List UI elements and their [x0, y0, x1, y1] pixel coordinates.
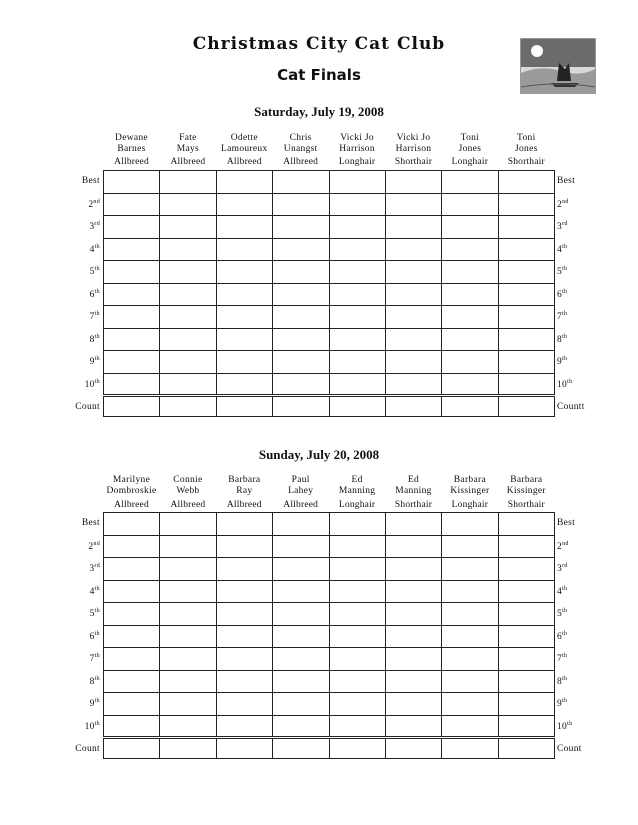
- club-title: Christmas City Cat Club: [192, 34, 446, 54]
- score-cell[interactable]: [216, 238, 272, 261]
- score-cell[interactable]: [104, 328, 160, 351]
- score-cell[interactable]: [160, 306, 216, 329]
- score-cell[interactable]: [216, 625, 272, 648]
- score-cell[interactable]: [385, 693, 441, 716]
- score-cell[interactable]: [498, 216, 554, 239]
- score-cell[interactable]: [104, 283, 160, 306]
- score-cell[interactable]: [329, 558, 385, 581]
- placement-label: 4th: [557, 243, 568, 255]
- score-cell[interactable]: [442, 670, 498, 693]
- score-cell[interactable]: [329, 625, 385, 648]
- judge-name: Ed Manning: [395, 475, 432, 496]
- placement-label: 5th: [89, 608, 100, 620]
- score-cell[interactable]: [104, 351, 160, 374]
- score-cell[interactable]: [385, 715, 441, 738]
- score-cell[interactable]: [329, 283, 385, 306]
- score-cell[interactable]: [160, 328, 216, 351]
- score-cell[interactable]: [442, 558, 498, 581]
- score-cell[interactable]: [104, 693, 160, 716]
- judge-name: Chris Unangst: [283, 133, 318, 154]
- score-cell[interactable]: [385, 670, 441, 693]
- score-cell[interactable]: [273, 216, 329, 239]
- placement-label: 9th: [557, 698, 568, 710]
- score-cell[interactable]: [385, 216, 441, 239]
- placement-label: 10th: [84, 720, 100, 732]
- score-cell[interactable]: [104, 558, 160, 581]
- judge-name: Toni Jones: [514, 133, 538, 154]
- score-cell[interactable]: [160, 216, 216, 239]
- judge-ring-type: Allbreed: [114, 157, 149, 167]
- count-cell[interactable]: [329, 396, 385, 417]
- judge-ring-type: Allbreed: [226, 500, 262, 510]
- score-cell[interactable]: [442, 238, 498, 261]
- score-cell[interactable]: [104, 171, 160, 194]
- judge-name: Ed Manning: [338, 475, 376, 496]
- score-cell[interactable]: [498, 283, 554, 306]
- score-cell[interactable]: [498, 648, 554, 671]
- placement-label: 10th: [557, 378, 573, 390]
- count-cell[interactable]: [216, 396, 272, 417]
- score-cell[interactable]: [442, 283, 498, 306]
- score-cell[interactable]: [442, 625, 498, 648]
- placement-label: 3rd: [557, 563, 568, 575]
- count-cell[interactable]: [273, 396, 329, 417]
- score-cell[interactable]: [273, 558, 329, 581]
- score-cell[interactable]: [385, 513, 441, 536]
- score-cell[interactable]: [273, 171, 329, 194]
- score-cell[interactable]: [273, 693, 329, 716]
- judge-name: Fate Mays: [176, 133, 200, 154]
- score-cell[interactable]: [104, 216, 160, 239]
- score-cell[interactable]: [442, 603, 498, 626]
- placement-label: Best: [81, 518, 100, 528]
- judge-ring-type: Shorthair: [507, 500, 545, 510]
- score-cell[interactable]: [216, 306, 272, 329]
- judge-ring-type: Longhair: [451, 157, 489, 167]
- score-cell[interactable]: [385, 283, 441, 306]
- score-cell[interactable]: [385, 261, 441, 284]
- score-cell[interactable]: [104, 670, 160, 693]
- placement-row: [104, 603, 555, 626]
- score-cell[interactable]: [104, 238, 160, 261]
- placement-row: [104, 216, 555, 239]
- placement-label: 6th: [557, 288, 568, 300]
- judge-name: Vicki Jo Harrison: [339, 133, 375, 154]
- score-cell[interactable]: [216, 373, 272, 396]
- judge-ring-type: Shorthair: [394, 157, 433, 167]
- score-cell[interactable]: [442, 648, 498, 671]
- score-cell[interactable]: [160, 193, 216, 216]
- score-cell[interactable]: [442, 306, 498, 329]
- placement-row: [104, 171, 555, 194]
- score-cell[interactable]: [160, 603, 216, 626]
- score-cell[interactable]: [216, 670, 272, 693]
- placement-row: [104, 693, 555, 716]
- moonlit-cat-icon: [521, 39, 595, 93]
- placement-row: [104, 193, 555, 216]
- score-cell[interactable]: [104, 648, 160, 671]
- score-cell[interactable]: [385, 558, 441, 581]
- score-cell[interactable]: [216, 715, 272, 738]
- score-cell[interactable]: [273, 373, 329, 396]
- placement-label: 8th: [89, 675, 100, 687]
- score-cell[interactable]: [498, 261, 554, 284]
- placement-label: 7th: [89, 653, 100, 665]
- score-cell[interactable]: [104, 193, 160, 216]
- score-cell[interactable]: [442, 715, 498, 738]
- score-cell[interactable]: [385, 625, 441, 648]
- score-cell[interactable]: [498, 513, 554, 536]
- placement-row: [104, 558, 555, 581]
- placement-row: [104, 306, 555, 329]
- placement-label: 9th: [89, 356, 100, 368]
- score-cell[interactable]: [104, 306, 160, 329]
- score-cell[interactable]: [385, 580, 441, 603]
- score-cell[interactable]: [442, 193, 498, 216]
- count-cell[interactable]: [104, 396, 160, 417]
- score-cell[interactable]: [385, 306, 441, 329]
- judge-ring-type: Shorthair: [507, 157, 545, 167]
- score-cell[interactable]: [273, 328, 329, 351]
- placement-row: [104, 261, 555, 284]
- placement-label: 10th: [557, 720, 573, 732]
- placement-label: 5th: [557, 608, 568, 620]
- placement-label: 9th: [557, 356, 568, 368]
- score-cell[interactable]: [216, 193, 272, 216]
- score-cell[interactable]: [160, 261, 216, 284]
- score-cell[interactable]: [329, 193, 385, 216]
- placement-row: [104, 373, 555, 396]
- score-cell[interactable]: [329, 238, 385, 261]
- judge-name: Paul Lahey: [288, 475, 314, 496]
- placement-label: 8th: [557, 333, 568, 345]
- placement-label: 3rd: [89, 563, 100, 575]
- judge-ring-type: Allbreed: [283, 500, 319, 510]
- placement-label: 5th: [89, 266, 100, 278]
- count-cell[interactable]: [273, 738, 329, 759]
- placement-label: 2nd: [557, 540, 569, 552]
- score-cell[interactable]: [160, 558, 216, 581]
- score-cell[interactable]: [329, 351, 385, 374]
- score-cell[interactable]: [216, 351, 272, 374]
- score-cell[interactable]: [442, 693, 498, 716]
- score-cell[interactable]: [329, 715, 385, 738]
- score-cell[interactable]: [160, 693, 216, 716]
- placement-label: 6th: [557, 630, 568, 642]
- score-cell[interactable]: [498, 535, 554, 558]
- score-cell[interactable]: [104, 715, 160, 738]
- count-cell[interactable]: [385, 738, 441, 759]
- finals-subtitle: Cat Finals: [277, 66, 361, 84]
- placement-row: [104, 648, 555, 671]
- placement-row: [104, 715, 555, 738]
- judge-ring-type: Longhair: [338, 500, 376, 510]
- score-cell[interactable]: [329, 535, 385, 558]
- placement-label: 6th: [89, 288, 100, 300]
- placement-label: 10th: [84, 378, 100, 390]
- placement-label: 5th: [557, 266, 568, 278]
- placement-label: 3rd: [89, 221, 100, 233]
- score-cell[interactable]: [329, 513, 385, 536]
- placement-row: [104, 580, 555, 603]
- placement-row: [104, 513, 555, 536]
- count-row: [104, 396, 555, 417]
- score-cell[interactable]: [385, 238, 441, 261]
- score-cell[interactable]: [329, 306, 385, 329]
- score-cell[interactable]: [442, 351, 498, 374]
- placement-label: Best: [557, 518, 576, 528]
- count-label: Count: [75, 744, 100, 754]
- placement-label: 9th: [89, 698, 100, 710]
- score-cell[interactable]: [160, 238, 216, 261]
- score-cell[interactable]: [216, 216, 272, 239]
- score-cell[interactable]: [104, 373, 160, 396]
- score-cell[interactable]: [498, 670, 554, 693]
- score-cell[interactable]: [216, 603, 272, 626]
- judge-name: Dewane Barnes: [115, 133, 148, 154]
- score-cell[interactable]: [385, 535, 441, 558]
- score-cell[interactable]: [498, 603, 554, 626]
- placement-row: [104, 238, 555, 261]
- score-cell[interactable]: [160, 648, 216, 671]
- score-cell[interactable]: [442, 513, 498, 536]
- score-cell[interactable]: [442, 328, 498, 351]
- placement-label: 2nd: [557, 198, 569, 210]
- score-cell[interactable]: [160, 373, 216, 396]
- score-cell[interactable]: [329, 261, 385, 284]
- count-cell[interactable]: [216, 738, 272, 759]
- score-cell[interactable]: [273, 193, 329, 216]
- judge-ring-type: Shorthair: [394, 500, 433, 510]
- judge-ring-type: Allbreed: [170, 157, 206, 167]
- judge-ring-type: Allbreed: [170, 500, 206, 510]
- score-cell[interactable]: [273, 648, 329, 671]
- count-cell[interactable]: [160, 396, 216, 417]
- score-cell[interactable]: [104, 513, 160, 536]
- score-cell[interactable]: [104, 261, 160, 284]
- score-cell[interactable]: [498, 306, 554, 329]
- placement-label: Best: [557, 176, 576, 186]
- judge-name: Connie Webb: [173, 475, 203, 496]
- score-cell[interactable]: [329, 373, 385, 396]
- score-cell[interactable]: [273, 351, 329, 374]
- finals-score-grid: [103, 170, 555, 417]
- count-cell[interactable]: [104, 738, 160, 759]
- placement-row: [104, 625, 555, 648]
- placement-row: [104, 670, 555, 693]
- score-cell[interactable]: [216, 513, 272, 536]
- judge-name: Odette Lamoureux: [221, 133, 268, 154]
- score-cell[interactable]: [385, 603, 441, 626]
- score-cell[interactable]: [104, 535, 160, 558]
- score-cell[interactable]: [273, 238, 329, 261]
- placement-label: 7th: [557, 653, 568, 665]
- score-cell[interactable]: [216, 580, 272, 603]
- score-cell[interactable]: [273, 715, 329, 738]
- day-heading: Sunday, July 20, 2008: [258, 447, 380, 462]
- day-heading: Saturday, July 19, 2008: [254, 104, 384, 119]
- count-row: [104, 738, 555, 759]
- placement-label: 3rd: [557, 221, 568, 233]
- placement-label: 4th: [557, 585, 568, 597]
- placement-label: 4th: [89, 243, 100, 255]
- score-cell[interactable]: [216, 558, 272, 581]
- judge-ring-type: Longhair: [451, 500, 489, 510]
- score-cell[interactable]: [498, 625, 554, 648]
- score-cell[interactable]: [216, 535, 272, 558]
- score-cell[interactable]: [273, 261, 329, 284]
- score-cell[interactable]: [160, 580, 216, 603]
- score-cell[interactable]: [160, 171, 216, 194]
- score-cell[interactable]: [442, 535, 498, 558]
- count-label: Countt: [557, 402, 585, 412]
- placement-row: [104, 535, 555, 558]
- count-label: Count: [557, 744, 582, 754]
- score-cell[interactable]: [160, 535, 216, 558]
- score-cell[interactable]: [329, 216, 385, 239]
- score-cell[interactable]: [216, 328, 272, 351]
- score-cell[interactable]: [273, 513, 329, 536]
- score-cell[interactable]: [216, 693, 272, 716]
- score-cell[interactable]: [160, 351, 216, 374]
- judge-ring-type: Allbreed: [283, 157, 319, 167]
- judge-name: Marilyne Dombroskie: [106, 475, 157, 496]
- score-cell[interactable]: [273, 535, 329, 558]
- score-cell[interactable]: [498, 328, 554, 351]
- score-cell[interactable]: [273, 625, 329, 648]
- score-cell[interactable]: [385, 373, 441, 396]
- score-cell[interactable]: [329, 328, 385, 351]
- judge-ring-type: Allbreed: [226, 157, 262, 167]
- placement-label: Best: [81, 176, 100, 186]
- score-cell[interactable]: [329, 171, 385, 194]
- score-cell[interactable]: [329, 648, 385, 671]
- placement-label: 7th: [89, 311, 100, 323]
- score-cell[interactable]: [498, 193, 554, 216]
- score-cell[interactable]: [160, 513, 216, 536]
- score-cell[interactable]: [329, 580, 385, 603]
- score-cell[interactable]: [498, 238, 554, 261]
- placement-label: 8th: [89, 333, 100, 345]
- score-cell[interactable]: [385, 351, 441, 374]
- count-cell[interactable]: [442, 738, 498, 759]
- count-cell[interactable]: [160, 738, 216, 759]
- score-cell[interactable]: [160, 670, 216, 693]
- judge-name: Barbara Kissinger: [506, 475, 546, 496]
- score-cell[interactable]: [442, 261, 498, 284]
- score-cell[interactable]: [329, 693, 385, 716]
- score-cell[interactable]: [498, 580, 554, 603]
- judge-name: Toni Jones: [458, 133, 482, 154]
- count-cell[interactable]: [385, 396, 441, 417]
- count-cell[interactable]: [498, 738, 554, 759]
- score-cell[interactable]: [216, 648, 272, 671]
- score-cell[interactable]: [498, 558, 554, 581]
- judge-ring-type: Longhair: [338, 157, 376, 167]
- judge-name: Vicki Jo Harrison: [395, 133, 432, 154]
- count-cell[interactable]: [498, 396, 554, 417]
- score-cell[interactable]: [498, 171, 554, 194]
- score-cell[interactable]: [216, 261, 272, 284]
- judge-ring-type: Allbreed: [114, 500, 149, 510]
- placement-label: 8th: [557, 675, 568, 687]
- score-cell[interactable]: [273, 580, 329, 603]
- score-cell[interactable]: [160, 715, 216, 738]
- placement-label: 4th: [89, 585, 100, 597]
- score-cell[interactable]: [442, 580, 498, 603]
- score-cell[interactable]: [329, 603, 385, 626]
- placement-label: 2nd: [88, 540, 100, 552]
- finals-score-grid: [103, 512, 555, 759]
- score-cell[interactable]: [442, 216, 498, 239]
- score-cell[interactable]: [273, 283, 329, 306]
- placement-row: [104, 283, 555, 306]
- count-label: Count: [75, 402, 100, 412]
- score-cell[interactable]: [498, 715, 554, 738]
- placement-label: 7th: [557, 311, 568, 323]
- score-cell[interactable]: [160, 625, 216, 648]
- score-cell[interactable]: [273, 670, 329, 693]
- score-cell[interactable]: [498, 351, 554, 374]
- score-cell[interactable]: [385, 328, 441, 351]
- score-cell[interactable]: [385, 193, 441, 216]
- score-cell[interactable]: [498, 693, 554, 716]
- score-cell[interactable]: [442, 373, 498, 396]
- score-cell[interactable]: [104, 603, 160, 626]
- score-cell[interactable]: [104, 580, 160, 603]
- score-cell[interactable]: [273, 306, 329, 329]
- score-cell[interactable]: [385, 648, 441, 671]
- count-cell[interactable]: [329, 738, 385, 759]
- score-cell[interactable]: [273, 603, 329, 626]
- score-cell[interactable]: [216, 283, 272, 306]
- judge-name: Barbara Kissinger: [450, 475, 490, 496]
- score-cell[interactable]: [329, 670, 385, 693]
- score-cell[interactable]: [160, 283, 216, 306]
- score-cell[interactable]: [385, 171, 441, 194]
- score-cell[interactable]: [442, 171, 498, 194]
- club-logo-image: [520, 38, 596, 94]
- placement-row: [104, 328, 555, 351]
- judge-name: Barbara Ray: [228, 475, 261, 496]
- score-cell[interactable]: [498, 373, 554, 396]
- score-cell[interactable]: [104, 625, 160, 648]
- count-cell[interactable]: [442, 396, 498, 417]
- score-cell[interactable]: [216, 171, 272, 194]
- placement-label: 6th: [89, 630, 100, 642]
- placement-row: [104, 351, 555, 374]
- placement-label: 2nd: [88, 198, 100, 210]
